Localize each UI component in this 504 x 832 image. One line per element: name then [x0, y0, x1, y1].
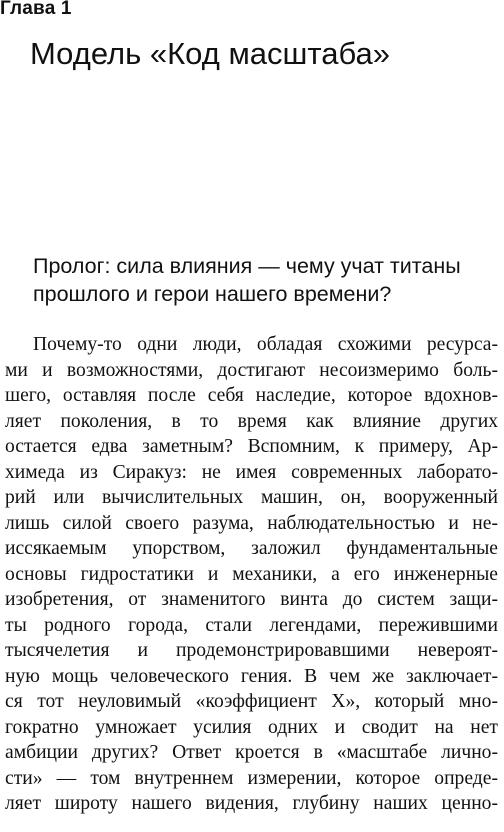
paragraph-line: изобретения, от знаменитого винта до систем защи- — [5, 589, 498, 610]
paragraph-line: химеда из Сиракуз: не имея современных лаборато- — [5, 461, 498, 483]
paragraph-line: остается едва заметным? Вспомним, к примеру, Ар- — [5, 436, 498, 457]
paragraph-line: ся тот неуловимый «коэффициент X», который мно- — [5, 691, 498, 712]
paragraph-line: шего, оставляя после себя наследие, которое вдохнов- — [5, 385, 498, 406]
section-heading — [33, 252, 495, 308]
paragraph-line: основы гидростатики и механики, а его инженерные — [5, 563, 498, 585]
section-heading-line: прошлого и герои нашего времени? — [33, 282, 392, 306]
paragraph-line: рий или вычислительных машин, он, вооруженный — [5, 487, 498, 508]
paragraph-line: гократно умножает усилия одних и сводит на нет — [5, 716, 498, 738]
paragraph-line: лишь силой своего разума, наблюдательностью и не- — [5, 512, 498, 534]
body-paragraph — [5, 332, 498, 817]
paragraph-line: ляет широту нашего видения, глубину наших ценно- — [5, 793, 498, 814]
chapter-title: Модель «Код масштаба» — [30, 36, 390, 71]
paragraph-line: ную мощь человеческого гения. В чем же заключает- — [5, 665, 498, 687]
paragraph-line: ты родного города, стали легендами, пережившими — [5, 614, 498, 636]
paragraph-line: Почему-то одни люди, обладая схожими ресурса- — [33, 334, 498, 355]
chapter-label: Глава 1 — [0, 0, 72, 19]
section-heading-line: Пролог: сила влияния — чему учат титаны — [33, 254, 461, 278]
paragraph-line: сти» — том внутреннем измерении, которое опреде- — [5, 767, 498, 789]
paragraph-line: тысячелетия и продемонстрировавшими невероят- — [5, 640, 498, 661]
paragraph-line: ми и возможностями, достигают несоизмеримо боль- — [5, 359, 498, 381]
paragraph-line: амбиции других? Ответ кроется в «масштабе лично- — [5, 742, 498, 763]
paragraph-line: иссякаемым упорством, заложил фундаментальные — [5, 538, 498, 559]
paragraph-line: ляет поколения, в то время как влияние других — [5, 410, 498, 432]
